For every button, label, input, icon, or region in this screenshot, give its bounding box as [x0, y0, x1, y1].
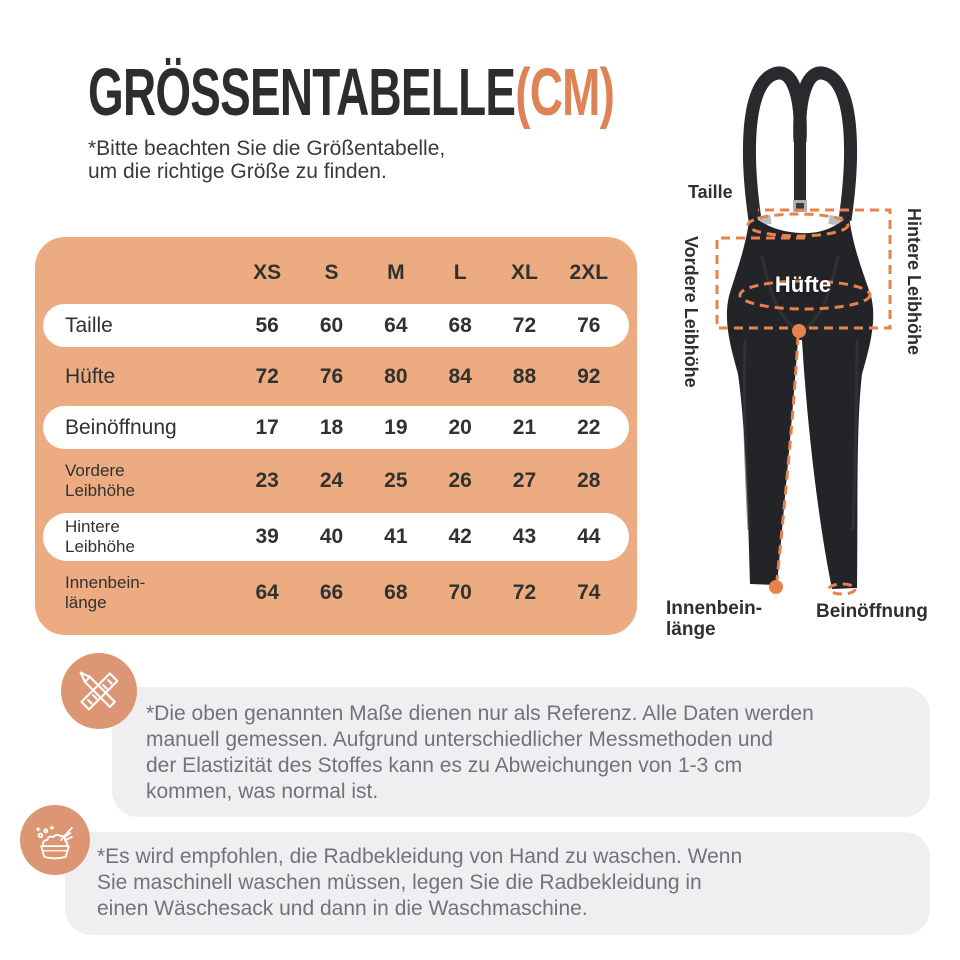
value-cell: 76	[319, 364, 344, 388]
row-label-line: Leibhöhe	[65, 537, 135, 556]
value-cell: 60	[319, 313, 344, 337]
value-cell: 42	[448, 525, 472, 548]
label-huefte: Hüfte	[774, 272, 832, 297]
value-cell: 17	[255, 415, 279, 439]
value-cell: 43	[512, 525, 537, 548]
value-cell: 72	[512, 581, 537, 604]
note-line: einen Wäschesack und dann in die Waschmaschine.	[97, 897, 588, 920]
row-label: Taille	[65, 313, 113, 337]
size-table	[35, 237, 637, 635]
wash-note-badge	[20, 805, 90, 875]
label-vordere-leibhoehe: Vordere Leibhöhe	[681, 236, 701, 388]
hand-wash-icon	[32, 817, 78, 863]
table-row	[51, 453, 621, 509]
value-cell: 24	[319, 469, 344, 492]
label-innenbein-line2: länge	[666, 619, 716, 640]
label-innenbein-line1: Innenbein-	[666, 598, 763, 619]
subtitle-line: um die richtige Größe zu finden.	[88, 160, 387, 184]
value-cell: 41	[384, 525, 408, 548]
value-cell: 18	[319, 415, 344, 439]
strap-clasps	[758, 200, 843, 226]
header-cell: 2XL	[569, 260, 609, 284]
row-label	[51, 517, 235, 557]
value-cell: 72	[255, 364, 279, 388]
page-title	[88, 55, 615, 131]
header-cell: L	[453, 260, 467, 284]
label-taille: Taille	[688, 182, 733, 202]
value-cell: 74	[577, 581, 601, 604]
note-line: manuell gemessen. Aufgrund unterschiedlicher Messmethoden und	[146, 728, 773, 751]
value-cell: 27	[512, 469, 537, 492]
table-row	[51, 565, 621, 621]
value-cell: 20	[448, 415, 472, 439]
label-innenbeinlaenge	[666, 598, 762, 640]
row-label	[51, 461, 235, 501]
row-label-line: Hintere	[65, 517, 120, 536]
garment-body	[727, 214, 873, 589]
header-cell: S	[324, 260, 339, 284]
value-cell: 76	[577, 313, 601, 337]
note-line: Sie maschinell waschen müssen, legen Sie die Radbekleidung in	[97, 871, 702, 894]
value-cell: 25	[384, 469, 408, 492]
table-header-row	[51, 245, 621, 300]
label-beinoeffnung: Beinöffnung	[816, 601, 928, 622]
value-cell: 26	[448, 469, 472, 492]
measure-note-badge	[61, 653, 137, 729]
note-line: *Die oben genannten Maße dienen nur als Referenz. Alle Daten werden	[146, 702, 814, 725]
value-cell: 68	[448, 313, 472, 337]
value-cell: 22	[577, 415, 601, 439]
wash-note	[65, 832, 930, 935]
label-hintere-leibhoehe: Hintere Leibhöhe	[904, 208, 924, 356]
measure-note	[112, 687, 930, 817]
table-row	[51, 351, 621, 402]
value-cell: 70	[448, 581, 472, 604]
value-cell: 80	[384, 364, 408, 388]
value-cell: 66	[319, 581, 344, 604]
value-cell: 39	[255, 525, 279, 548]
note-line: der Elastizität des Stoffes kann es zu Abweichungen von 1-3 cm	[146, 754, 743, 777]
header-cell: M	[387, 260, 405, 284]
size-table-rows	[35, 304, 637, 621]
value-cell: 68	[384, 581, 408, 604]
value-cell: 72	[512, 313, 537, 337]
value-cell: 23	[255, 469, 279, 492]
value-cell: 64	[384, 313, 408, 337]
value-cell: 19	[384, 415, 408, 439]
note-line: kommen, was normal ist.	[146, 780, 379, 803]
table-row	[43, 304, 629, 347]
table-row	[43, 513, 629, 561]
value-cell: 40	[319, 525, 344, 548]
row-label-line: länge	[65, 593, 107, 612]
suspender-straps	[749, 73, 850, 220]
header-cell: XL	[511, 260, 538, 284]
row-label-line: Innenbein-	[65, 573, 146, 592]
value-cell: 21	[512, 415, 537, 439]
page-title-unit: (CM)	[515, 55, 615, 131]
header-cell: XS	[253, 260, 282, 284]
note-line: *Es wird empfohlen, die Radbekleidung von Hand zu waschen. Wenn	[97, 845, 743, 868]
value-cell: 44	[577, 525, 601, 548]
value-cell: 28	[577, 469, 601, 492]
value-cell: 88	[512, 364, 537, 388]
value-cell: 92	[577, 364, 601, 388]
header	[88, 55, 648, 184]
row-label-line: Vordere	[65, 461, 125, 480]
row-label: Hüfte	[65, 364, 116, 388]
subtitle	[88, 137, 648, 183]
row-label	[51, 573, 235, 613]
table-row	[43, 406, 629, 449]
row-label-line: Leibhöhe	[65, 481, 135, 500]
subtitle-line: *Bitte beachten Sie die Größentabelle,	[88, 137, 446, 161]
bib-tights-illustration	[650, 40, 960, 660]
value-cell: 56	[255, 313, 279, 337]
page-title-text: GRÖSSENTABELLE	[88, 55, 516, 131]
value-cell: 84	[448, 364, 472, 388]
row-label: Beinöffnung	[65, 415, 177, 439]
value-cell: 64	[255, 581, 279, 604]
pencil-ruler-icon	[74, 666, 124, 716]
